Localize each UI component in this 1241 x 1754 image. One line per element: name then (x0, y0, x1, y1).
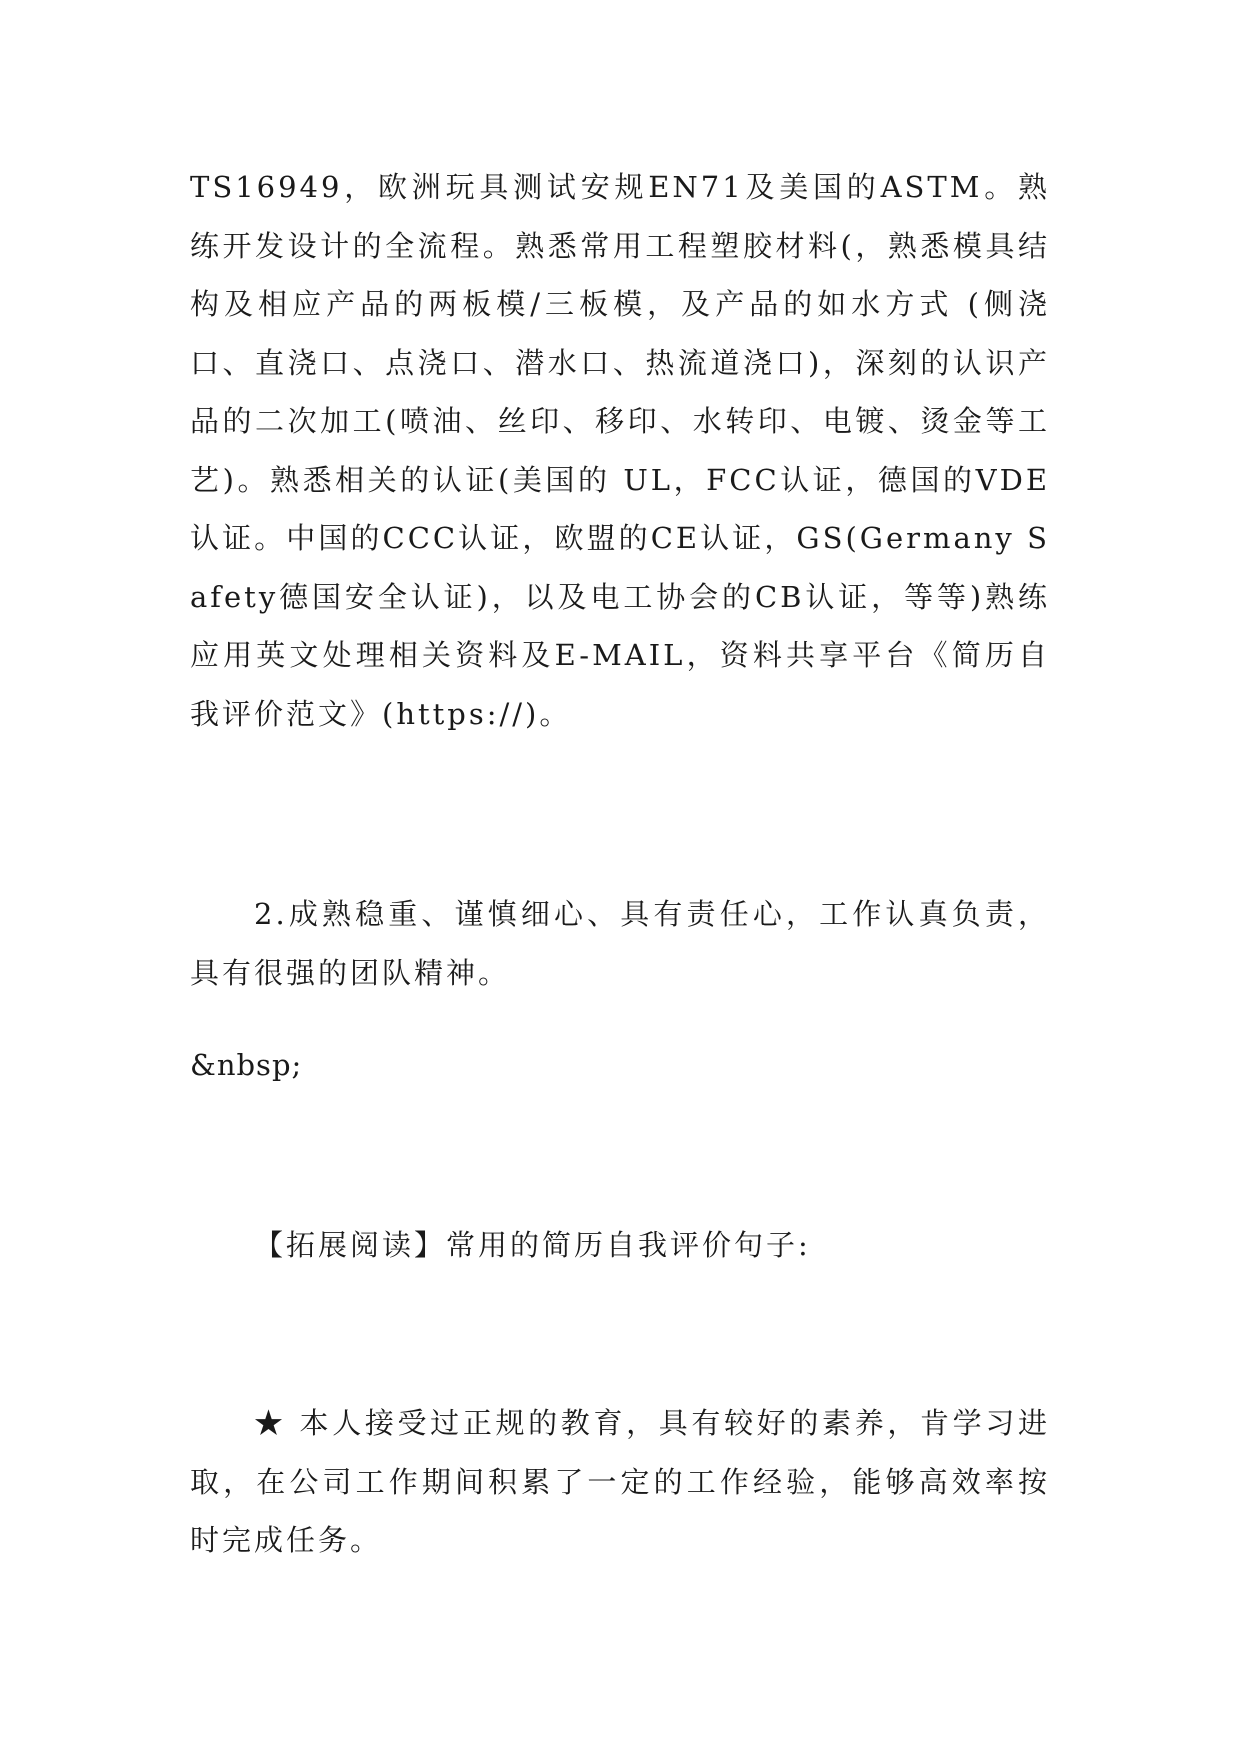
paragraph-star-item: ★ 本人接受过正规的教育，具有较好的素养，肯学习进取，在公司工作期间积累了一定的工作经验，能够高效率按时完成任务。 (190, 1406, 1050, 1557)
paragraph-item-2: 2.成熟稳重、谨慎细心、具有责任心，工作认真负责，具有很强的团队精神。 (190, 897, 1050, 990)
paragraph-nbsp-artifact: &nbsp; (190, 1048, 303, 1082)
paragraph-certifications: TS16949，欧洲玩具测试安规EN71及美国的ASTM。熟练开发设计的全流程。熟悉常用工程塑胶材料(，熟悉模具结构及相应产品的两板模/三板模，及产品的如水方式 (侧浇口、直浇口、点浇口、潜水口、热流道浇口)，深刻的认识产品的二次加工(喷油、丝印、移印、水转印、电镀、烫金等工艺)。熟悉相关的认证(美国的 UL，FCC认证，德国的VDE认证。中国的CCC认证，欧盟的CE认证，GS(Germany Safety德国安全认证)，以及电工协会的CB认证，等等)熟练应用英文处理相关资料及E-MAIL，资料共享平台《简历自我评价范文》(https://)。 (190, 170, 1050, 731)
paragraph-extended-reading-heading: 【拓展阅读】常用的简历自我评价句子: (254, 1228, 811, 1262)
